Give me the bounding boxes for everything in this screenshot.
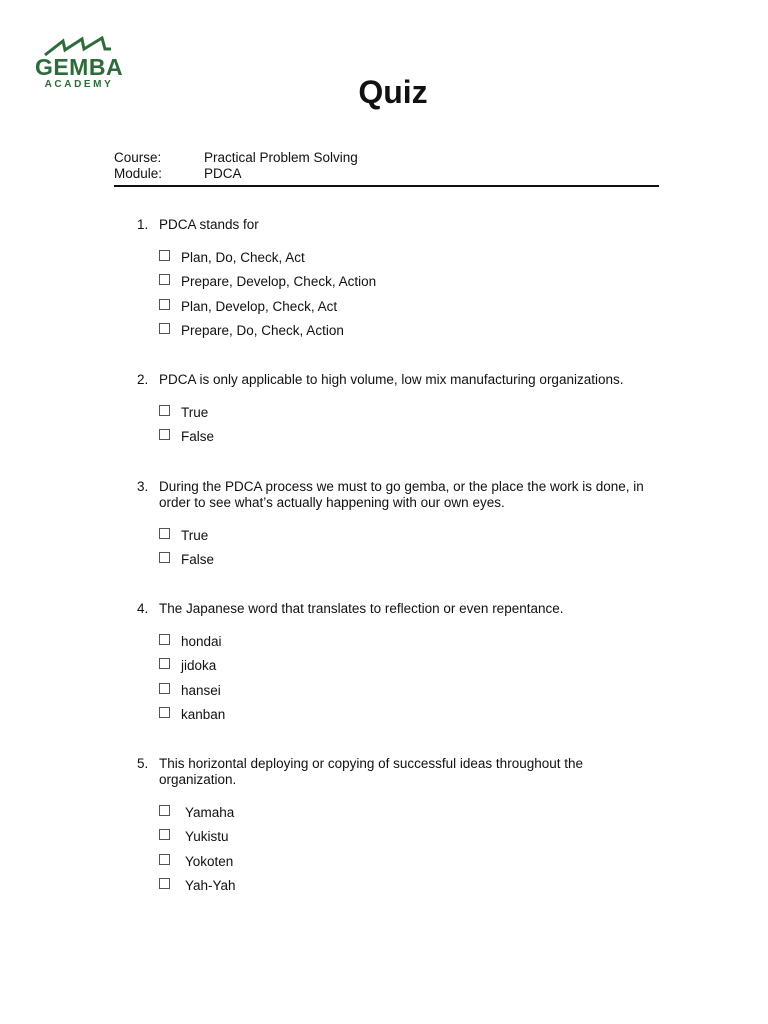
answer-options [137, 245, 657, 343]
option-label: kanban [181, 707, 226, 723]
module-label: Module: [114, 166, 163, 181]
answer-option[interactable] [159, 825, 657, 850]
answer-option[interactable] [159, 270, 657, 295]
answer-option[interactable] [159, 548, 657, 573]
option-label: Plan, Do, Check, Act [181, 249, 305, 265]
answer-option[interactable] [159, 703, 657, 728]
option-label: Prepare, Develop, Check, Action [181, 274, 377, 290]
question-number: 3. [137, 479, 149, 494]
checkbox[interactable] [159, 405, 170, 416]
checkbox[interactable] [159, 429, 170, 440]
answer-option[interactable] [159, 629, 657, 654]
option-label: True [181, 527, 209, 543]
option-label: Yokoten [185, 853, 234, 869]
answer-option[interactable] [159, 654, 657, 679]
question-number: 1. [137, 217, 149, 232]
option-label: jidoka [181, 658, 217, 674]
logo-wordmark: GEMBA [34, 54, 124, 80]
question-number: 2. [137, 372, 149, 387]
option-label: False [181, 429, 215, 445]
checkbox[interactable] [159, 634, 170, 645]
checkbox[interactable] [159, 658, 170, 669]
module-value: PDCA [204, 166, 242, 181]
answer-option[interactable] [159, 319, 657, 344]
option-label: Yukistu [185, 829, 229, 845]
checkbox[interactable] [159, 323, 170, 334]
option-label: hansei [181, 682, 221, 698]
answer-option[interactable] [159, 678, 657, 703]
option-label: hondai [181, 633, 222, 649]
answer-options [137, 523, 657, 572]
option-label: Plan, Develop, Check, Act [181, 298, 338, 314]
course-info [114, 150, 358, 182]
answer-option[interactable] [159, 874, 657, 899]
question-text: PDCA is only applicable to high volume, low mix manufacturing organizations. [159, 372, 624, 387]
question-number: 5. [137, 756, 149, 771]
option-label: False [181, 552, 215, 568]
answer-option[interactable] [159, 425, 657, 450]
checkbox[interactable] [159, 552, 170, 563]
checkbox[interactable] [159, 528, 170, 539]
answer-options [137, 400, 657, 449]
question-2 [137, 372, 657, 449]
course-label: Course: [114, 150, 162, 165]
checkbox[interactable] [159, 707, 170, 718]
answer-option[interactable] [159, 849, 657, 874]
option-label: Yamaha [185, 804, 235, 820]
answer-option[interactable] [159, 245, 657, 270]
option-label: Yah-Yah [185, 878, 236, 894]
question-text: This horizontal deploying or copying of successful ideas throughout the organization. [159, 756, 584, 787]
checkbox[interactable] [159, 878, 170, 889]
checkbox[interactable] [159, 250, 170, 261]
question-text: PDCA stands for [159, 217, 259, 232]
page-title: Quiz [358, 74, 428, 110]
question-text: The Japanese word that translates to reflection or even repentance. [159, 601, 564, 616]
question-4 [137, 601, 657, 727]
question-1 [137, 217, 657, 343]
question-5 [137, 756, 657, 898]
answer-options [137, 629, 657, 727]
answer-option[interactable] [159, 523, 657, 548]
checkbox[interactable] [159, 805, 170, 816]
answer-option[interactable] [159, 294, 657, 319]
checkbox[interactable] [159, 299, 170, 310]
course-value: Practical Problem Solving [204, 150, 358, 165]
option-label: Prepare, Do, Check, Action [181, 323, 344, 339]
question-text: During the PDCA process we must to go gemba, or the place the work is done, in order to see what’s actually happening with our own eyes. [159, 479, 644, 510]
logo-subtitle: ACADEMY [44, 79, 114, 90]
option-label: True [181, 404, 209, 420]
checkbox[interactable] [159, 274, 170, 285]
question-number: 4. [137, 601, 149, 616]
checkbox[interactable] [159, 829, 170, 840]
checkbox[interactable] [159, 683, 170, 694]
question-3 [137, 479, 657, 572]
answer-options [137, 800, 657, 898]
module-row [114, 166, 358, 182]
checkbox[interactable] [159, 854, 170, 865]
answer-option[interactable] [159, 400, 657, 425]
header-divider [114, 185, 659, 187]
answer-option[interactable] [159, 800, 657, 825]
course-row [114, 150, 358, 166]
